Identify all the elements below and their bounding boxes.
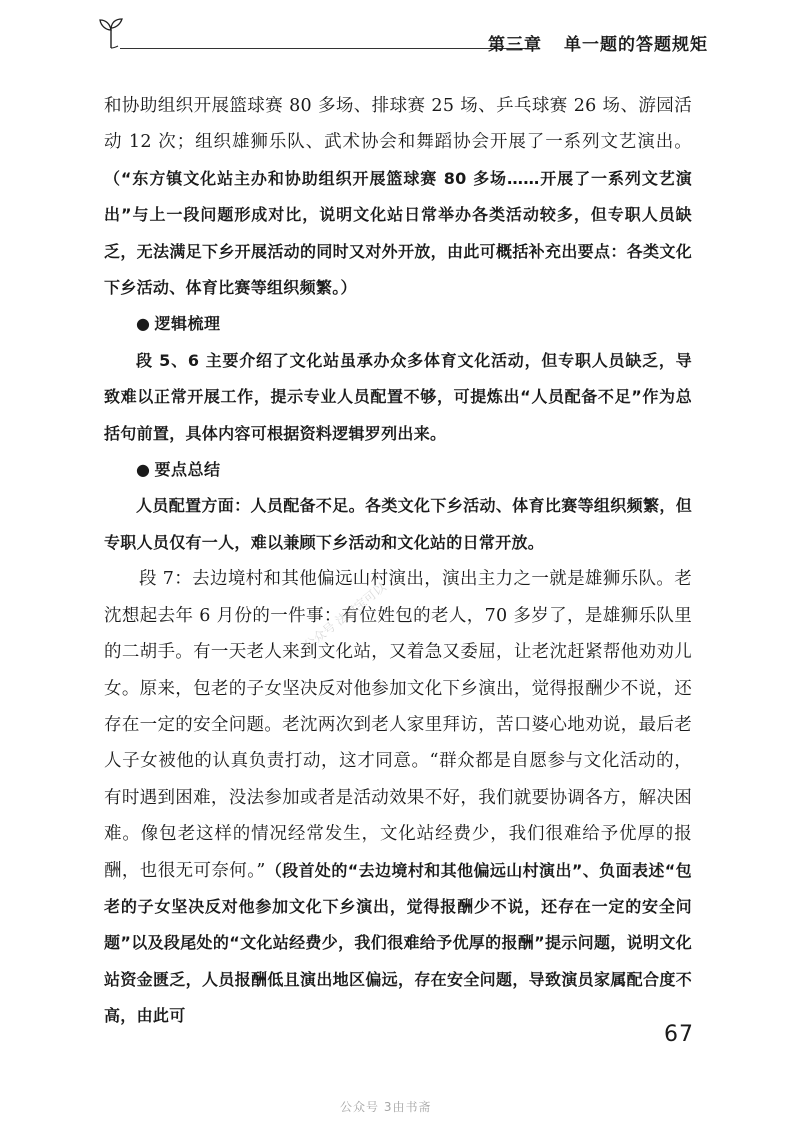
header-rule [120, 48, 532, 49]
section-heading-summary [104, 452, 692, 488]
page-number: 67 [664, 1022, 694, 1047]
paragraph-text: 段 7：去边境村和其他偏远山村演出，演出主力之一就是雄狮乐队。老沈想起去年 6 月份的一件事：有位姓包的老人，70 多岁了，是雄狮乐队里的二胡手。有一天老人来到文化站，又着急又委屈，让老沈赶紧帮他劝劝儿女。原来，包老的子女坚决反对他参加文化下乡演出，觉得报酬少不说，还存在一定的安全问题。老沈两次到老人家里拜访，苦口婆心地劝说，最后老人子女被他的认真负责打动，这才同意。“群众都是自愿参与文化活动的，有时遇到困难，没法参加或者是活动效果不好，我们就要协调各方，解决困难。像包老这样的情况经常发生，文化站经费少，我们很难给予优厚的报酬，也很无可奈何。” [104, 569, 692, 881]
paragraph-commentary: （“东方镇文化站主办和协助组织开展篮球赛 80 多场……开展了一系列文艺演出”与上一段问题形成对比，说明文化站日常举办各类活动较多，但专职人员缺乏，无法满足下乡开展活动的同时又对外开放，由此可概括补充出要点：各类文化下乡活动、体育比赛等组织频繁。） [104, 168, 692, 298]
paragraph-seven [104, 561, 692, 1034]
paragraph-logic: 段 5、6 主要介绍了文化站虽承办众多体育文化活动，但专职人员缺乏，导致难以正常开展工作，提示专业人员配置不够，可提炼出“人员配备不足”作为总括句前置，具体内容可根据资料逻辑罗列出来。 [104, 350, 692, 443]
paragraph-summary: 人员配置方面：人员配备不足。各类文化下乡活动、体育比赛等组织频繁，但专职人员仅有一人，难以兼顾下乡活动和文化站的日常开放。 [104, 496, 692, 552]
section-heading-logic [104, 306, 692, 342]
chapter-title: 单一题的答题规矩 [564, 35, 708, 55]
chapter-label: 第三章 [488, 35, 542, 55]
section-heading-text: 逻辑梳理 [154, 314, 221, 334]
watermark-bottom: 公众号 3由书斋 [340, 1100, 432, 1114]
paragraph-commentary: （段首处的“去边境村和其他偏远山村演出”、负面表述“包老的子女坚决反对他参加文化下乡演出，觉得报酬少不说，还存在一定的安全问题”以及段尾处的“文化站经费少，我们很难给予优厚的报酬”提示问题，说明文化站资金匮乏，人员报酬低且演出地区偏远，存在安全问题，导致演员家属配合度不高，由此可 [104, 860, 692, 1026]
sprout-icon [96, 14, 126, 50]
page-header [96, 14, 708, 54]
paragraph-text: 和协助组织开展篮球赛 80 多场、排球赛 25 场、乒乓球赛 26 场、游园活动 12 次；组织雄狮乐队、武术协会和舞蹈协会开展了一系列文艺演出。 [104, 96, 692, 153]
bullet-icon: ● [136, 314, 151, 334]
page-content [104, 88, 692, 1035]
paragraph-continued [104, 88, 692, 306]
watermark-center: 公众号 法律宝可以 [301, 580, 389, 653]
section-heading-text: 要点总结 [154, 460, 221, 480]
bullet-icon: ● [136, 460, 151, 480]
header-title [488, 30, 708, 55]
